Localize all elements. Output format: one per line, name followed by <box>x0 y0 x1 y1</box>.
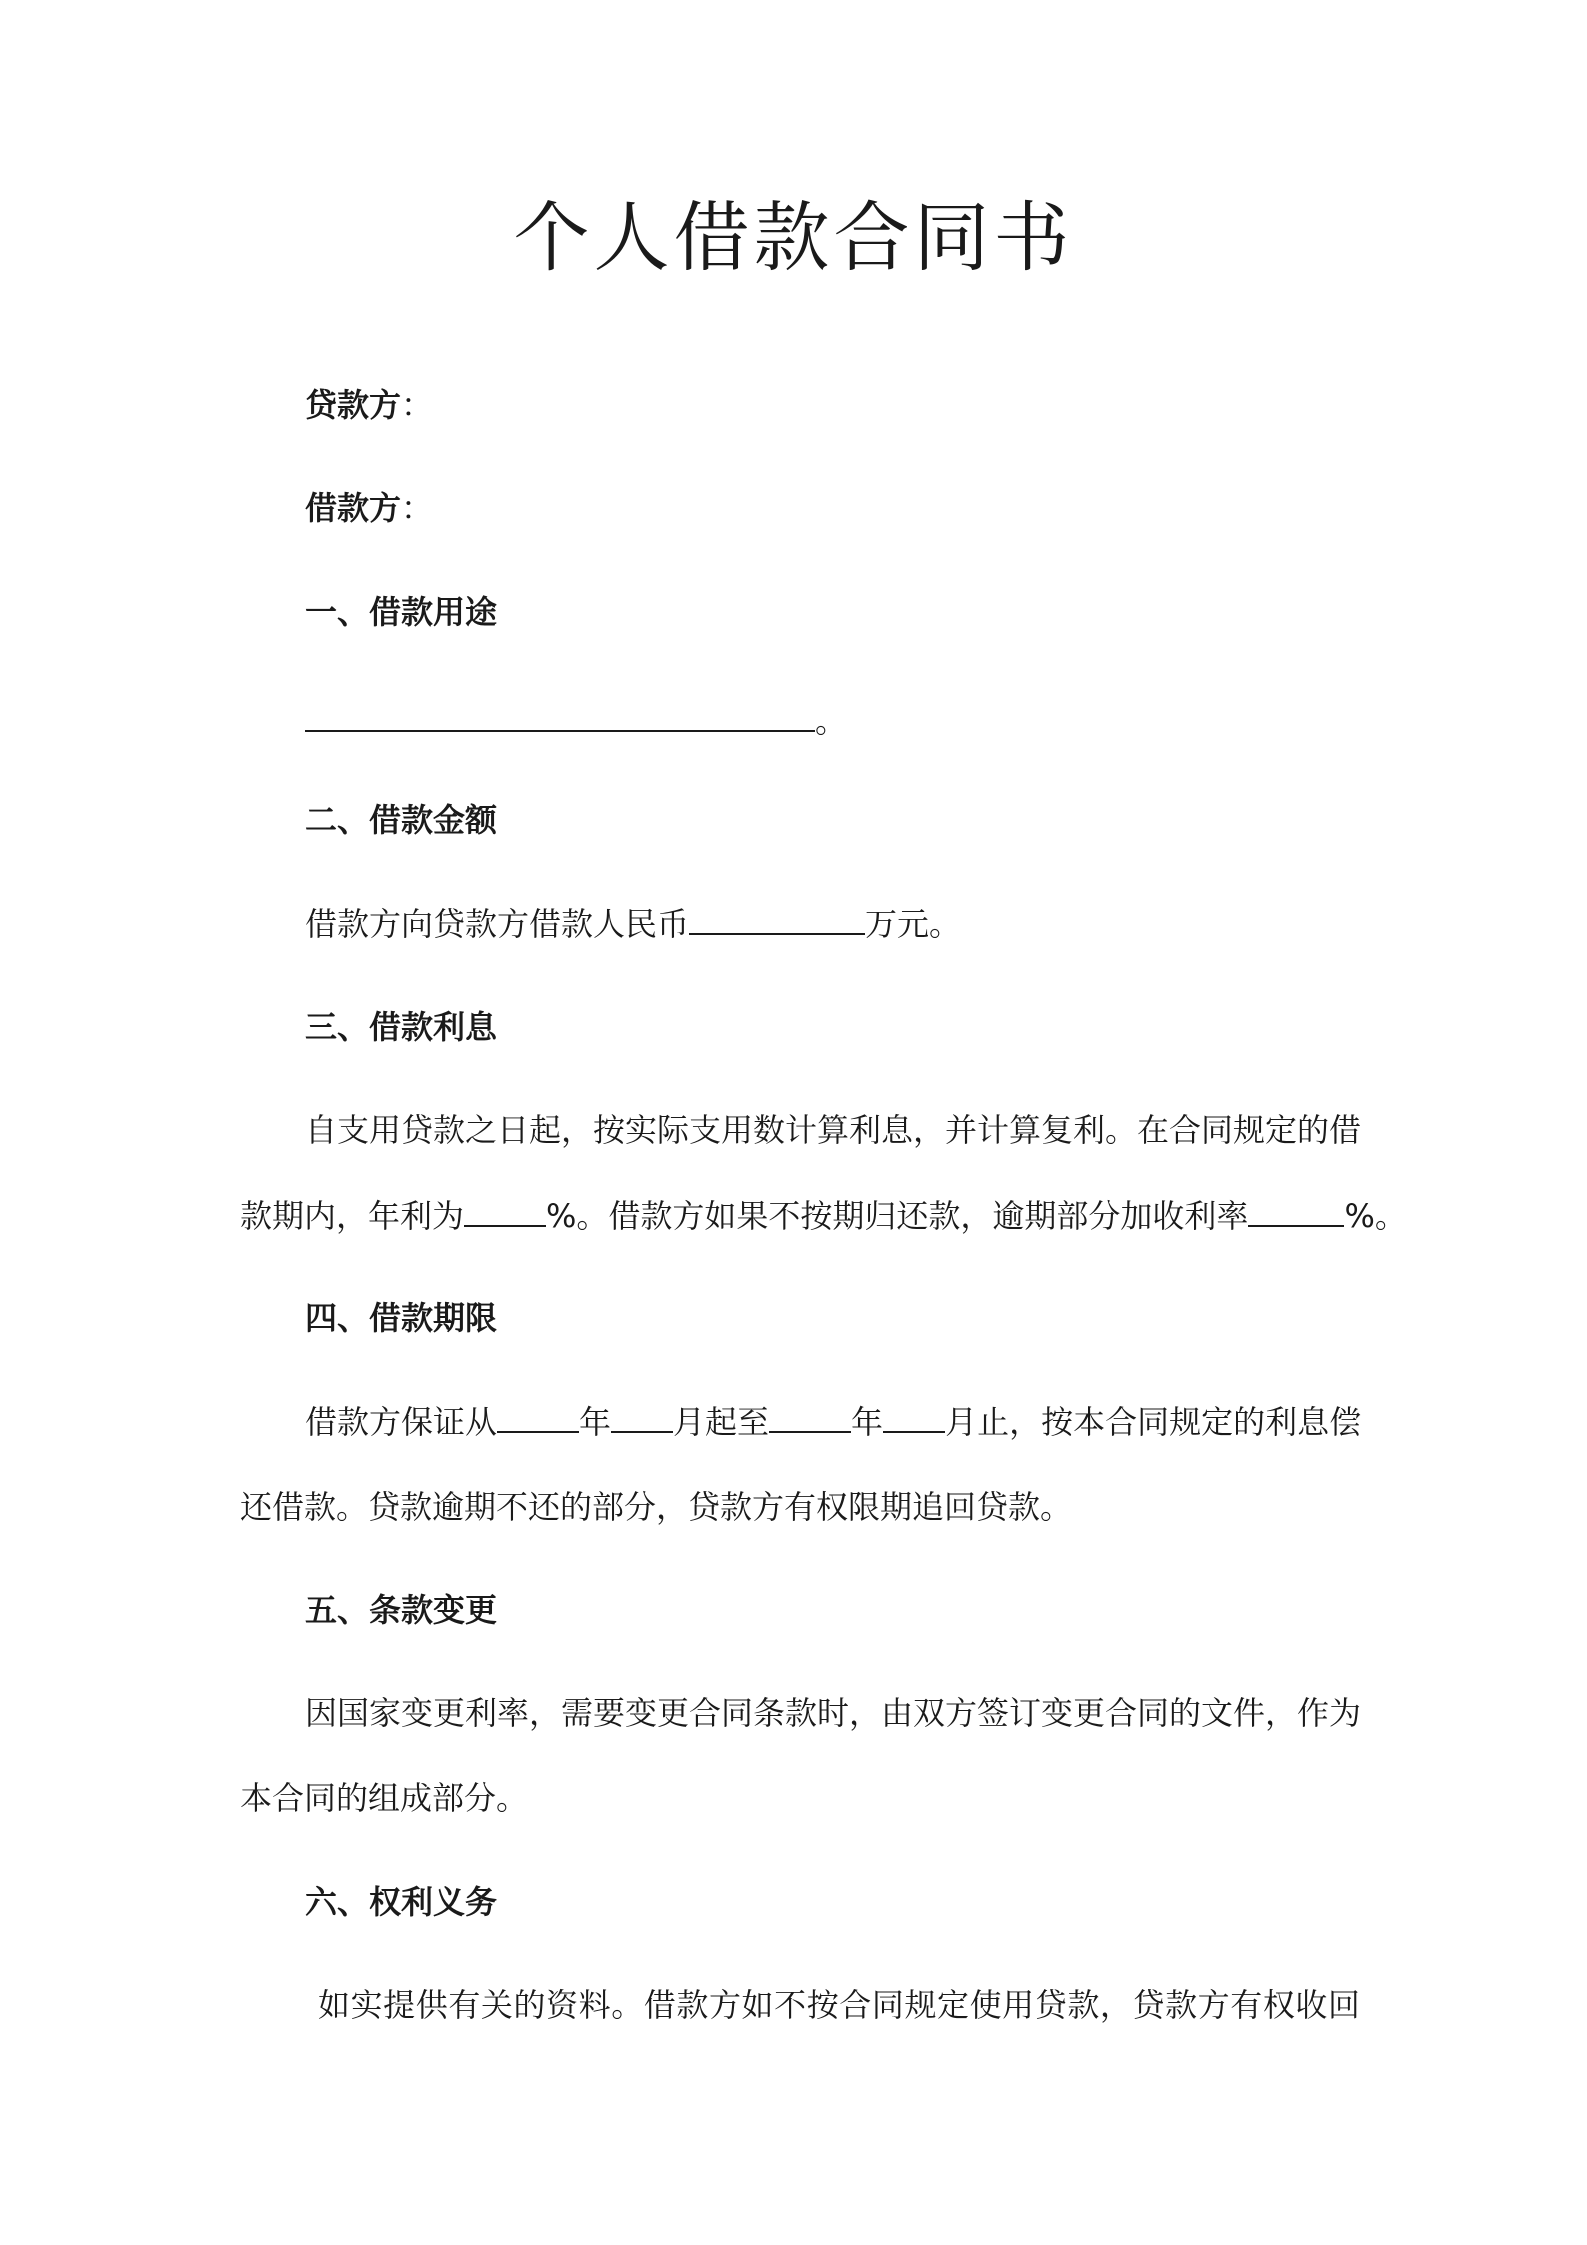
start-month-blank <box>611 1401 673 1433</box>
section-3-line-1: 自支用贷款之日起，按实际支用数计算利息，并计算复利。在合同规定的借 <box>305 1111 1362 1149</box>
overdue-rate-blank <box>1248 1195 1344 1227</box>
term-text-b: 年 <box>579 1403 612 1441</box>
term-text-d: 年 <box>851 1403 884 1441</box>
lender-line <box>305 385 1360 425</box>
term-text-a: 借款方保证从 <box>305 1403 498 1441</box>
section-5-heading: 五、条款变更 <box>305 1591 498 1629</box>
amount-blank <box>689 903 865 935</box>
interest-text-b: %。借款方如果不按期归还款，逾期部分加收利率 <box>546 1197 1249 1235</box>
lender-label: 贷款方 <box>305 386 402 424</box>
amount-text-after: 万元。 <box>865 905 962 943</box>
document-title: 个人借款合同书 <box>513 193 1074 282</box>
purpose-blank <box>305 700 815 732</box>
section-2-heading: 二、借款金额 <box>305 801 498 839</box>
section-5-line-1: 因国家变更利率，需要变更合同条款时，由双方签订变更合同的文件，作为 <box>305 1694 1362 1732</box>
borrower-colon: ： <box>401 489 434 527</box>
interest-text-a: 款期内，年利为 <box>240 1197 465 1235</box>
start-year-blank <box>497 1401 579 1433</box>
term-text-e: 月止，按本合同规定的利息偿 <box>945 1403 1362 1441</box>
end-year-blank <box>769 1401 851 1433</box>
section-1-heading: 一、借款用途 <box>305 593 498 631</box>
section-4-heading: 四、借款期限 <box>305 1299 498 1337</box>
section-3-line-2 <box>240 1195 1407 1236</box>
annual-rate-blank <box>464 1195 546 1227</box>
section-4-line-1 <box>305 1401 1360 1442</box>
section-1-body <box>305 700 1360 741</box>
borrower-label: 借款方 <box>305 489 402 527</box>
section-2-body <box>305 903 1360 944</box>
term-text-c: 月起至 <box>673 1403 770 1441</box>
lender-colon: ： <box>401 386 434 424</box>
end-month-blank <box>883 1401 945 1433</box>
section-5-line-2: 本合同的组成部分。 <box>240 1779 529 1817</box>
section-3-heading: 三、借款利息 <box>305 1008 498 1046</box>
borrower-line <box>305 488 1360 528</box>
amount-text-before: 借款方向贷款方借款人民币 <box>305 905 690 943</box>
section-4-line-2: 还借款。贷款逾期不还的部分，贷款方有权限期追回贷款。 <box>240 1488 1073 1526</box>
section-6-heading: 六、权利义务 <box>305 1883 498 1921</box>
interest-text-c: %。 <box>1344 1197 1407 1235</box>
section-1-tail: 。 <box>815 702 848 740</box>
section-6-line-1: 如实提供有关的资料。借款方如不按合同规定使用贷款，贷款方有权收回 <box>318 1986 1360 2024</box>
